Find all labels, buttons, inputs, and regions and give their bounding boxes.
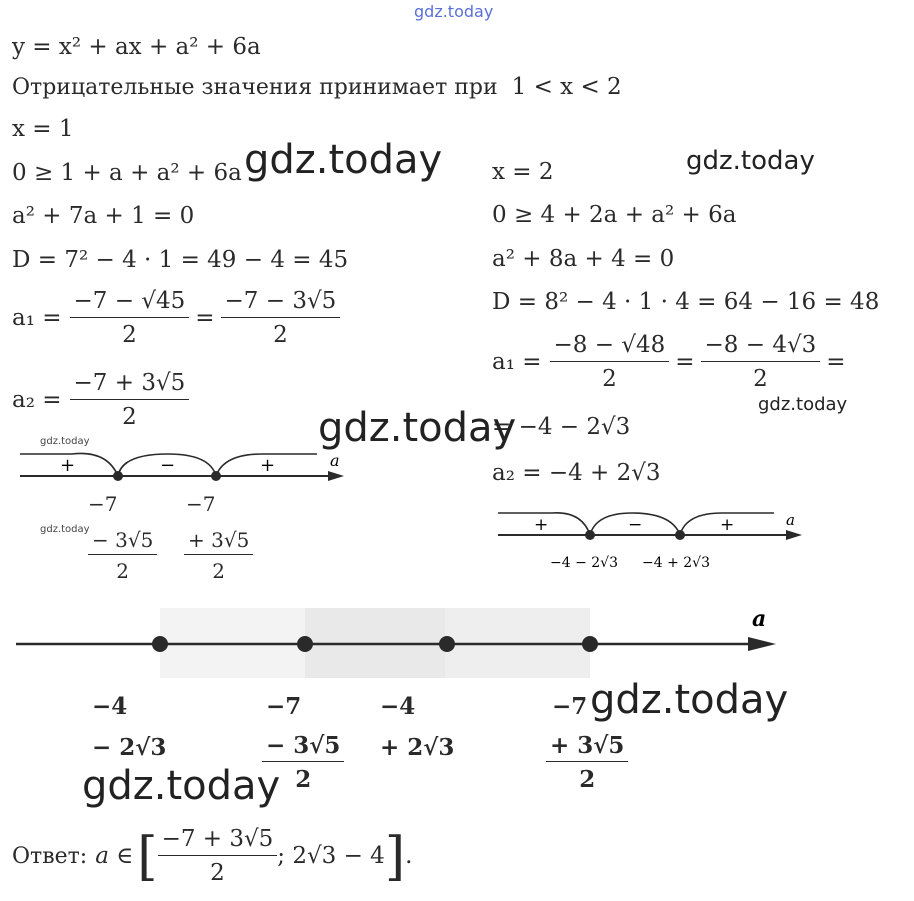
left-a1-den2: 2 bbox=[273, 322, 288, 348]
answer-den: 2 bbox=[210, 860, 225, 886]
left-point2-num: + 3√5 bbox=[184, 530, 253, 555]
watermark-1: gdz.today bbox=[244, 137, 443, 183]
left-a1-num1: −7 − √45 bbox=[70, 290, 190, 318]
left-root-a2 bbox=[12, 372, 189, 429]
right-sign-3: + bbox=[720, 515, 735, 535]
left-discriminant: D = 7² − 4 · 1 = 49 − 4 = 45 bbox=[12, 247, 349, 273]
right-quadratic: a² + 8a + 4 = 0 bbox=[492, 246, 675, 272]
watermark-6: gdz.today bbox=[82, 763, 281, 809]
right-a1-simplified: = −4 − 2√3 bbox=[492, 414, 631, 440]
answer-num: −7 + 3√5 bbox=[158, 828, 278, 856]
bottom-p4-top: −7 bbox=[552, 693, 588, 720]
left-a1-fraction1 bbox=[70, 290, 190, 347]
right-point1-label: −4 − 2√3 bbox=[550, 555, 619, 571]
left-root-a1 bbox=[12, 290, 340, 347]
watermark-2: gdz.today bbox=[686, 146, 815, 176]
left-point1-fraction bbox=[88, 530, 157, 581]
left-axis-var: a bbox=[330, 451, 340, 470]
answer-end: . bbox=[405, 843, 413, 869]
right-root-a2: a₂ = −4 + 2√3 bbox=[492, 460, 661, 486]
left-sign-1: + bbox=[60, 455, 76, 476]
bottom-p4-num: + 3√5 bbox=[546, 734, 628, 762]
watermark-small-2: gdz.today bbox=[40, 524, 90, 535]
right-axis-var: a bbox=[786, 511, 795, 529]
answer-var: a ∈ bbox=[95, 843, 134, 869]
bottom-p1-top: −4 bbox=[92, 693, 128, 720]
left-quadratic: a² + 7a + 1 = 0 bbox=[12, 203, 195, 229]
left-sign-axis bbox=[12, 438, 362, 498]
bottom-p2-num: − 3√5 bbox=[262, 734, 344, 762]
left-x-value: x = 1 bbox=[12, 116, 74, 142]
left-point1-den: 2 bbox=[116, 559, 130, 583]
answer-prefix: Ответ: bbox=[12, 843, 88, 869]
watermark-4: gdz.today bbox=[318, 405, 517, 451]
answer-open-bracket: [ bbox=[137, 826, 158, 887]
bottom-p4-fraction bbox=[546, 734, 628, 791]
left-point2-fraction bbox=[184, 530, 253, 581]
bottom-p3-bot: + 2√3 bbox=[380, 734, 455, 761]
right-a1-trailing-eq: = bbox=[826, 349, 846, 375]
left-point1-num: − 3√5 bbox=[88, 530, 157, 555]
right-a1-fraction1 bbox=[550, 334, 670, 391]
left-sign-2: − bbox=[160, 455, 176, 476]
right-root-a1 bbox=[492, 334, 846, 391]
answer-line bbox=[12, 828, 412, 885]
left-point1-label: −7 bbox=[88, 492, 118, 516]
right-sign-1: + bbox=[534, 515, 549, 535]
condition-line bbox=[12, 76, 622, 99]
left-a1-eq: = bbox=[195, 305, 215, 331]
left-sign-3: + bbox=[260, 455, 276, 476]
left-a2-num: −7 + 3√5 bbox=[70, 372, 190, 400]
right-a1-eq: = bbox=[675, 349, 695, 375]
condition-text: Отрицательные значения принимает при bbox=[12, 75, 498, 100]
bottom-p2-den: 2 bbox=[295, 766, 312, 793]
right-a1-num1: −8 − √48 bbox=[550, 334, 670, 362]
bottom-p4-den: 2 bbox=[579, 766, 596, 793]
answer-fraction bbox=[158, 828, 278, 885]
left-a2-den: 2 bbox=[122, 404, 137, 430]
bottom-p1-bot: − 2√3 bbox=[92, 734, 167, 761]
right-a1-den2: 2 bbox=[753, 366, 768, 392]
function-equation: y = x² + ax + a² + 6a bbox=[12, 34, 261, 60]
left-a2-lhs: a₂ = bbox=[12, 387, 62, 413]
watermark-top: gdz.today bbox=[414, 2, 494, 21]
right-a1-fraction2 bbox=[701, 334, 821, 391]
watermark-small-1: gdz.today bbox=[40, 436, 90, 447]
right-x-value: x = 2 bbox=[492, 159, 554, 185]
watermark-5: gdz.today bbox=[590, 677, 789, 723]
right-a1-num2: −8 − 4√3 bbox=[701, 334, 821, 362]
answer-rest: ; 2√3 − 4 bbox=[277, 843, 385, 869]
condition-math: 1 < x < 2 bbox=[511, 74, 622, 100]
right-discriminant: D = 8² − 4 · 1 · 4 = 64 − 16 = 48 bbox=[492, 289, 880, 315]
bottom-p2-top: −7 bbox=[266, 693, 302, 720]
answer-close-bracket: ] bbox=[384, 826, 406, 887]
left-inequality: 0 ≥ 1 + a + a² + 6a bbox=[12, 160, 242, 186]
right-sign-axis bbox=[492, 505, 812, 575]
right-a1-lhs: a₁ = bbox=[492, 349, 542, 375]
left-a1-den1: 2 bbox=[122, 322, 137, 348]
left-a2-fraction bbox=[70, 372, 190, 429]
bottom-axis-var: a bbox=[752, 606, 767, 632]
watermark-3: gdz.today bbox=[758, 394, 848, 415]
left-a1-lhs: a₁ = bbox=[12, 305, 62, 331]
left-point2-label: −7 bbox=[186, 492, 216, 516]
right-sign-2: − bbox=[628, 515, 643, 535]
bottom-p3-top: −4 bbox=[380, 693, 416, 720]
left-point2-den: 2 bbox=[212, 559, 226, 583]
right-a1-den1: 2 bbox=[602, 366, 617, 392]
right-inequality: 0 ≥ 4 + 2a + a² + 6a bbox=[492, 202, 737, 228]
left-a1-fraction2 bbox=[221, 290, 341, 347]
right-point2-label: −4 + 2√3 bbox=[642, 555, 711, 571]
left-a1-num2: −7 − 3√5 bbox=[221, 290, 341, 318]
